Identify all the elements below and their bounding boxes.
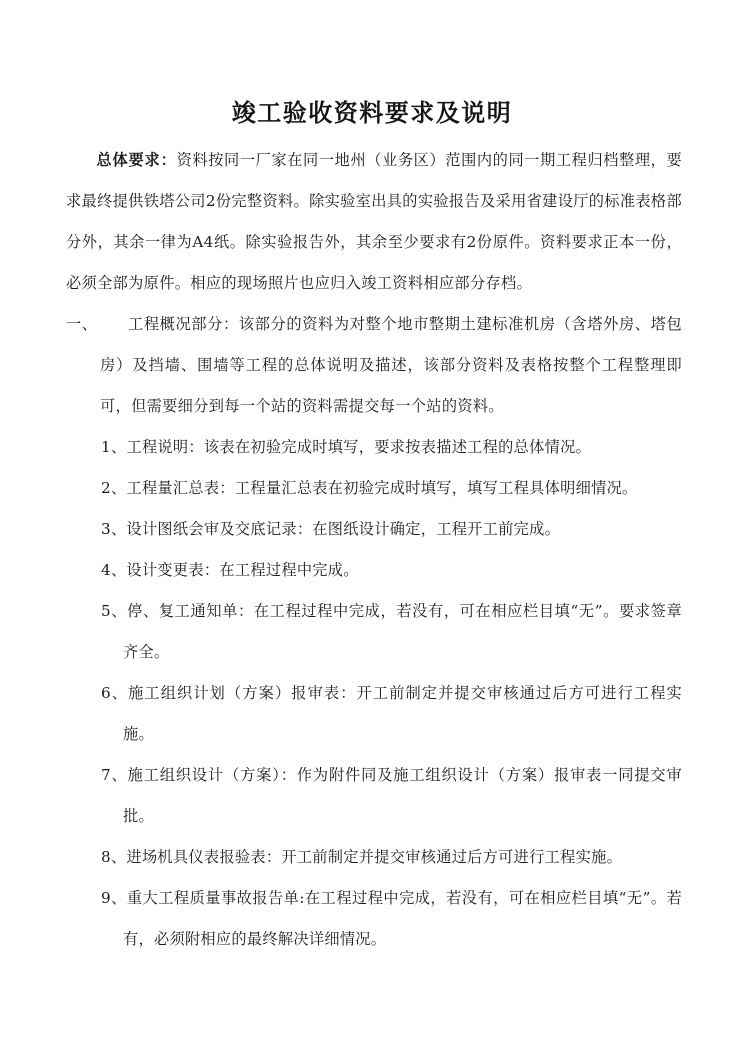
list-item-text: 施工组织设计（方案）：作为附件同及施工组织设计（方案）报审表一同提交审批。: [123, 766, 682, 825]
lead-paragraph: [66, 140, 682, 304]
list-item-number: 4、: [101, 561, 127, 579]
document-body: [66, 140, 682, 960]
list-item-number: 7、: [101, 766, 128, 784]
list-item-text: 施工组织计划（方案）报审表：开工前制定并提交审核通过后方可进行工程实施。: [123, 684, 682, 743]
list-item-text: 工程说明：该表在初验完成时填写，要求按表描述工程的总体情况。: [126, 438, 592, 456]
list-item-text: 停、复工通知单：在工程过程中完成，若没有，可在相应栏目填“无”。要求签章齐全。: [123, 602, 682, 661]
list-item-number: 9、: [101, 889, 127, 907]
list-item: [88, 837, 682, 878]
numbered-item-list: [66, 427, 682, 960]
list-item-number: 8、: [101, 848, 127, 866]
list-item-number: 5、: [101, 602, 128, 620]
list-item: [88, 427, 682, 468]
list-item: [88, 878, 682, 960]
list-item: [88, 509, 682, 550]
list-item: [88, 550, 682, 591]
lead-paragraph-label: 总体要求：: [96, 151, 177, 169]
list-item-text: 设计变更表：在工程过程中完成。: [126, 561, 359, 579]
clause-one-text: 工程概况部分：该部分的资料为对整个地市整期土建标准机房（含塔外房、塔包房）及挡墙、围墙等工程的总体说明及描述，该部分资料及表格按整个工程整理即可，但需要细分到每一个站的资料需提交每一个站的资料。: [100, 315, 682, 415]
list-item: [88, 755, 682, 837]
clause-one: [66, 304, 682, 427]
list-item-text: 重大工程质量事故报告单:在工程过程中完成，若没有，可在相应栏目填“无”。若有，必须附相应的最终解决详细情况。: [123, 889, 682, 948]
list-item-number: 2、: [101, 479, 127, 497]
list-item: [88, 673, 682, 755]
list-item-number: 1、: [101, 438, 127, 456]
clause-one-marker: 一、: [66, 315, 98, 333]
list-item-number: 3、: [101, 520, 127, 538]
page-title: 竣工验收资料要求及说明: [231, 98, 513, 128]
list-item-text: 进场机具仪表报验表：开工前制定并提交审核通过后方可进行工程实施。: [126, 848, 623, 866]
list-item-text: 工程量汇总表：工程量汇总表在初验完成时填写，填写工程具体明细情况。: [126, 479, 638, 497]
list-item: [88, 591, 682, 673]
list-item-number: 6、: [101, 684, 129, 702]
list-item-text: 设计图纸会审及交底记录：在图纸设计确定，工程开工前完成。: [126, 520, 561, 538]
list-item: [88, 468, 682, 509]
lead-paragraph-text: 资料按同一厂家在同一地州（业务区）范围内的同一期工程归档整理，要求最终提供铁塔公司2份完整资料。除实验室出具的实验报告及采用省建设厅的标准表格部分外，其余一律为A4纸。除实验报告外，其余至少要求有2份原件。资料要求正本一份，必须全部为原件。相应的现场照片也应归入竣工资料相应部分存档。: [66, 151, 683, 292]
